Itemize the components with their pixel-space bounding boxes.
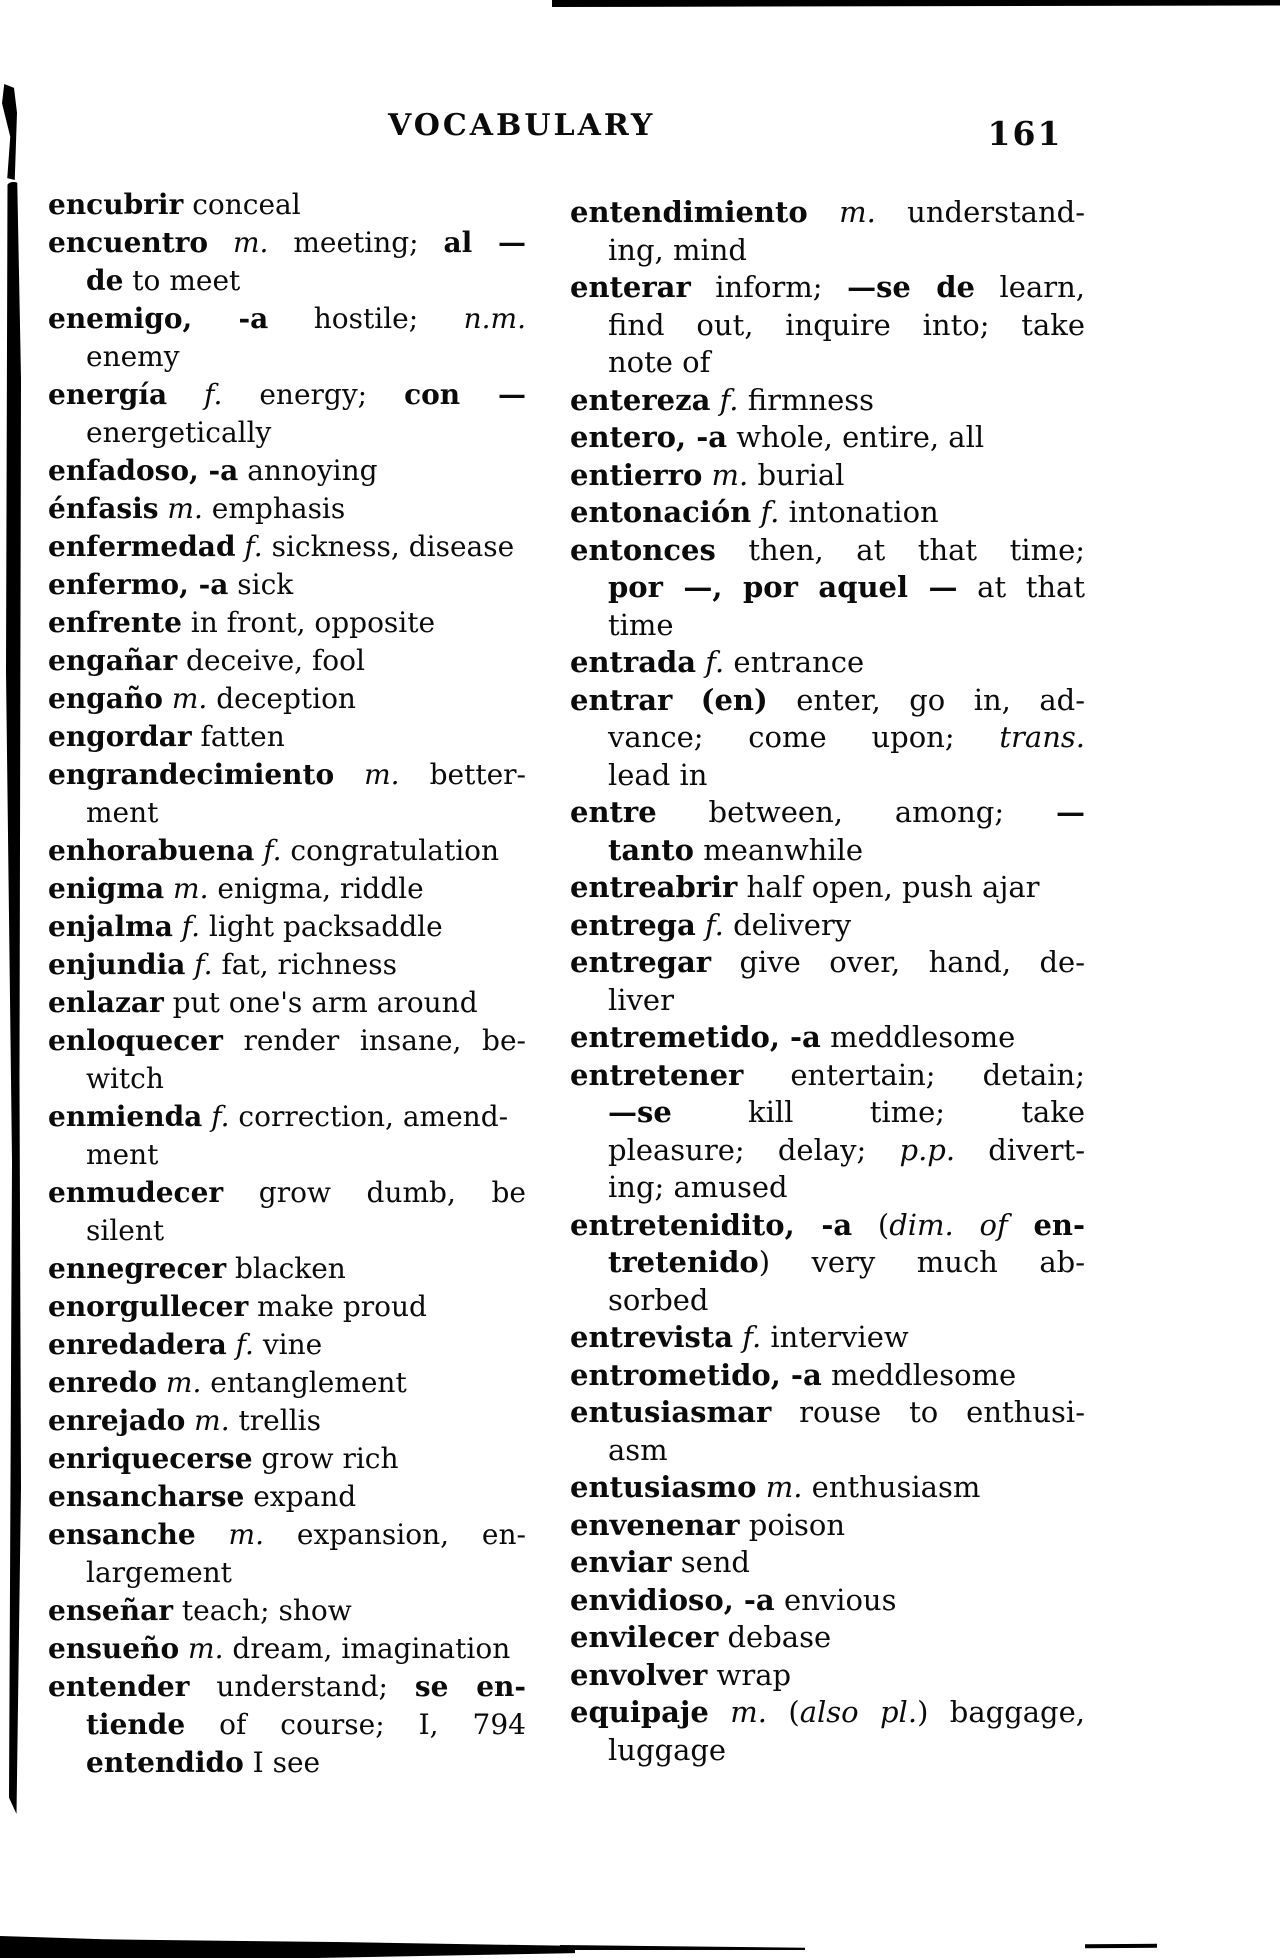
entry-line — [570, 1169, 1085, 1207]
entry-line — [48, 1440, 526, 1478]
scan-artifact-top-rule — [552, 0, 1280, 7]
headword-text: enjundia — [48, 948, 186, 981]
grammar-label: m. — [702, 457, 749, 492]
entry-line — [570, 1732, 1085, 1770]
definition-text: interview — [761, 1320, 909, 1354]
definition-text: ment — [86, 1138, 159, 1171]
entry-line — [48, 718, 526, 756]
grammar-label: f. — [167, 378, 223, 411]
headword-text: de — [86, 264, 124, 297]
definition-text: annoying — [238, 454, 378, 487]
headword-text: tanto — [608, 832, 695, 867]
definition-text: debase — [718, 1620, 832, 1654]
headword-text: enterar — [570, 270, 691, 304]
definition-text: make proud — [248, 1290, 427, 1323]
entry-line — [48, 300, 526, 338]
headword-text: ensancharse — [48, 1480, 245, 1513]
right-column — [570, 194, 1085, 1769]
entry-line — [48, 1326, 526, 1364]
entry-line — [48, 604, 526, 642]
entry-line — [48, 452, 526, 490]
definition-text: put one's arm around — [163, 986, 478, 1019]
headword-text: en- — [1033, 1207, 1085, 1242]
grammar-label: m. — [179, 1632, 224, 1665]
headword-text: enemigo, -a — [48, 302, 269, 335]
definition-text: liver — [608, 982, 674, 1017]
definition-text: in front, opposite — [181, 606, 436, 639]
entry-line — [48, 376, 526, 414]
definition-text: teach; show — [173, 1594, 352, 1627]
entry-line — [570, 269, 1085, 307]
headword-text: enmudecer — [48, 1176, 224, 1209]
headword-text: entrometido, -a — [570, 1357, 822, 1392]
entry-line — [48, 794, 526, 832]
entry-line — [48, 756, 526, 794]
definition-text: fat, richness — [212, 948, 397, 981]
entry-line — [570, 1432, 1085, 1470]
definition-text: ( — [766, 1695, 800, 1729]
entry-line — [48, 224, 526, 262]
headword-text: enredadera — [48, 1328, 227, 1361]
definition-text: at that — [957, 570, 1085, 604]
entry-line — [570, 307, 1085, 345]
entry-line — [48, 870, 526, 908]
headword-text: entrada — [570, 645, 697, 679]
entry-line — [48, 186, 526, 224]
scan-artifact-bottom-taper — [560, 1945, 805, 1950]
headword-text: entendido — [86, 1746, 244, 1779]
headword-text: enigma — [48, 872, 165, 905]
definition-text — [1008, 1208, 1034, 1242]
definition-text: wrap — [707, 1657, 792, 1692]
entry-line — [570, 1319, 1085, 1357]
headword-text: enfermedad — [48, 530, 236, 563]
grammar-label: m. — [157, 1366, 202, 1399]
definition-text: fatten — [191, 720, 285, 753]
headword-text: entremetido, -a — [570, 1020, 821, 1054]
headword-text: entretener — [570, 1057, 744, 1092]
entry-line — [48, 1744, 526, 1782]
entry-line — [570, 1094, 1085, 1132]
grammar-label: f. — [226, 1328, 254, 1361]
grammar-label: f. — [185, 948, 213, 981]
definition-text: to meet — [123, 264, 241, 297]
definition-text: grow dumb, be — [223, 1176, 526, 1209]
headword-text: entrar — [570, 682, 673, 717]
definition-text: send — [671, 1545, 750, 1579]
entry-line — [48, 1630, 526, 1668]
headword-text: enfermo, -a — [48, 568, 229, 601]
headword-text: enfadoso, -a — [48, 454, 239, 487]
definition-text: ing; amused — [608, 1170, 788, 1204]
entry-line — [570, 1507, 1085, 1545]
entry-line — [48, 1174, 526, 1212]
headword-text: entreabrir — [570, 870, 738, 904]
definition-text: enter, go in, ad- — [767, 682, 1085, 717]
definition-text: silent — [86, 1214, 165, 1247]
definition-text: enemy — [86, 340, 180, 373]
headword-text: engañar — [48, 644, 178, 677]
headword-text: entrevista — [570, 1320, 734, 1354]
definition-text: ) very much ab- — [758, 1245, 1085, 1279]
definition-text: burial — [748, 457, 845, 492]
grammar-label: trans. — [999, 720, 1085, 754]
headword-text: entierro — [570, 457, 703, 492]
definition-text: ) baggage, — [917, 1695, 1085, 1729]
entry-line — [48, 1478, 526, 1516]
definition-text: dream, imagination — [223, 1632, 511, 1665]
grammar-label: m. — [807, 195, 876, 229]
entry-line — [570, 1582, 1085, 1620]
definition-text: half open, push ajar — [737, 870, 1040, 904]
grammar-label: f. — [202, 1100, 230, 1133]
entry-line — [48, 414, 526, 452]
headword-text: enhorabuena — [48, 834, 255, 867]
entry-line — [48, 1212, 526, 1250]
grammar-label: n.m. — [463, 302, 526, 335]
definition-text: sick — [228, 568, 294, 601]
headword-text: ensanche — [48, 1518, 196, 1551]
entry-line — [570, 1394, 1085, 1432]
headword-text: enredo — [48, 1366, 157, 1399]
headword-text: por —, por aquel — — [608, 570, 958, 604]
headword-text: se en- — [414, 1670, 526, 1703]
entry-line — [570, 532, 1085, 570]
headword-text: entusiasmo — [570, 1470, 757, 1504]
headword-text: equipaje — [570, 1695, 709, 1729]
definition-text: asm — [608, 1432, 668, 1467]
grammar-label: m. — [195, 1518, 265, 1551]
entry-line — [570, 457, 1085, 495]
definition-text: hostile; — [268, 302, 464, 335]
definition-text: envious — [774, 1582, 897, 1617]
entry-line — [48, 680, 526, 718]
scan-artifact-bottom-band — [0, 1936, 575, 1958]
grammar-label: f. — [710, 382, 739, 417]
definition-text: inform; — [690, 270, 848, 304]
scan-artifact-binding-bar — [6, 182, 21, 1814]
definition-text: time — [608, 607, 674, 642]
entry-line — [570, 1019, 1085, 1057]
entry-line — [48, 262, 526, 300]
left-column — [48, 186, 526, 1782]
headword-text: —se de — [847, 270, 975, 304]
headword-text: ensueño — [48, 1632, 180, 1665]
definition-text: trellis — [229, 1404, 321, 1437]
grammar-label: f. — [695, 907, 724, 942]
definition-text: kill time; take — [671, 1095, 1085, 1129]
entry-line — [570, 1244, 1085, 1282]
entry-line — [570, 607, 1085, 645]
entry-line — [48, 1402, 526, 1440]
definition-text: of course; I, 794 — [185, 1708, 526, 1741]
headword-text: entonces — [570, 532, 716, 567]
definition-text: better- — [399, 758, 526, 791]
grammar-label: f. — [172, 910, 201, 943]
definition-text: sickness, disease — [262, 530, 515, 563]
headword-text: —se — [608, 1095, 672, 1129]
page-number: 161 — [987, 114, 1063, 153]
entry-line — [570, 1132, 1085, 1170]
entry-line — [48, 1668, 526, 1706]
definition-text: grow rich — [252, 1442, 399, 1475]
headword-text: enmienda — [48, 1100, 203, 1133]
headword-text: enfrente — [48, 606, 182, 639]
definition-text: understand- — [875, 195, 1085, 229]
entry-line — [48, 642, 526, 680]
headword-text: enloquecer — [48, 1024, 223, 1057]
entry-line — [570, 982, 1085, 1020]
definition-text: find out, inquire into; take — [608, 307, 1085, 342]
entry-line — [570, 907, 1085, 945]
entry-line — [48, 1592, 526, 1630]
headword-text: enorgullecer — [48, 1290, 249, 1323]
headword-text: envidioso, -a — [570, 1582, 775, 1617]
grammar-label: m. — [185, 1404, 230, 1437]
entry-line — [48, 1554, 526, 1592]
entry-line — [48, 338, 526, 376]
entry-line — [48, 1288, 526, 1326]
headword-text: entusiasmar — [570, 1395, 772, 1429]
headword-text: con — — [404, 378, 526, 411]
definition-text: blacken — [226, 1252, 346, 1285]
definition-text: congratulation — [281, 834, 500, 867]
entry-line — [570, 1694, 1085, 1732]
entry-line — [48, 1060, 526, 1098]
definition-text: emphasis — [202, 492, 346, 525]
grammar-label: m. — [162, 682, 208, 715]
definition-text: entanglement — [201, 1366, 407, 1399]
headword-text: engrandecimiento — [48, 758, 335, 791]
headword-text: enriquecerse — [48, 1442, 253, 1475]
headword-text: engaño — [48, 682, 163, 715]
definition-text: deception — [207, 682, 356, 715]
grammar-label: f. — [696, 645, 725, 679]
definition-text — [672, 683, 700, 717]
headword-text: encuentro — [48, 226, 209, 259]
definition-text: energy; — [222, 378, 405, 411]
entry-line — [48, 1706, 526, 1744]
entry-line — [570, 1282, 1085, 1320]
headword-text: envenenar — [570, 1507, 740, 1542]
entry-line — [570, 869, 1085, 907]
entry-line — [570, 1207, 1085, 1245]
entry-line — [48, 566, 526, 604]
entry-line — [570, 719, 1085, 757]
scan-artifact-bottom-mark — [1085, 1944, 1157, 1949]
entry-line — [48, 908, 526, 946]
headword-text: enlazar — [48, 986, 164, 1019]
headword-text: énfasis — [48, 492, 159, 525]
grammar-label: also pl. — [799, 1695, 918, 1729]
definition-text: expand — [244, 1480, 357, 1513]
definition-text: render insane, be- — [222, 1024, 526, 1057]
entry-line — [48, 984, 526, 1022]
entry-line — [48, 832, 526, 870]
definition-text: vance; come upon; — [608, 720, 1000, 754]
entry-line — [570, 1469, 1085, 1507]
entry-line — [570, 682, 1085, 720]
entry-line — [570, 1619, 1085, 1657]
entry-line — [570, 1544, 1085, 1582]
definition-text: ment — [86, 796, 159, 829]
entry-line — [570, 569, 1085, 607]
headword-text: enviar — [570, 1545, 672, 1579]
entry-line — [570, 1357, 1085, 1395]
definition-text: intonation — [779, 495, 939, 529]
entry-line — [570, 757, 1085, 795]
definition-text: rouse to enthusi- — [771, 1395, 1085, 1429]
headword-text: entereza — [570, 382, 711, 417]
definition-text: lead in — [608, 757, 708, 792]
grammar-label: m. — [334, 758, 400, 791]
definition-text: poison — [739, 1507, 846, 1542]
headword-text: entero, -a — [570, 420, 728, 454]
definition-text: I see — [243, 1746, 321, 1779]
entry-line — [570, 232, 1085, 270]
entry-line — [570, 494, 1085, 532]
definition-text: ( — [852, 1207, 890, 1242]
headword-text: envilecer — [570, 1620, 719, 1654]
definition-text: conceal — [183, 188, 301, 221]
entry-line — [570, 382, 1085, 420]
definition-text: learn, — [975, 270, 1085, 304]
definition-text: luggage — [608, 1732, 727, 1767]
entry-line — [48, 1250, 526, 1288]
entry-line — [48, 1022, 526, 1060]
headword-text: tretenido — [608, 1245, 759, 1279]
definition-text: whole, entire, all — [727, 420, 985, 454]
grammar-label: m. — [756, 1470, 803, 1504]
headword-text: (en) — [700, 682, 768, 717]
entry-line — [570, 194, 1085, 232]
headword-text: enseñar — [48, 1594, 174, 1627]
entry-line — [48, 528, 526, 566]
definition-text: witch — [86, 1062, 164, 1095]
definition-text: correction, amend- — [229, 1100, 509, 1133]
grammar-label: f. — [751, 495, 780, 529]
entry-line — [570, 1057, 1085, 1095]
definition-text: sorbed — [608, 1282, 709, 1317]
definition-text: largement — [86, 1556, 232, 1589]
entry-line — [48, 946, 526, 984]
entry-line — [570, 419, 1085, 457]
definition-text: meddlesome — [821, 1357, 1017, 1392]
grammar-label: f. — [235, 530, 263, 563]
definition-text: deceive, fool — [177, 644, 365, 677]
entry-line — [570, 832, 1085, 870]
grammar-label: m. — [708, 1695, 767, 1729]
definition-text: enthusiasm — [802, 1470, 981, 1504]
definition-text: enigma, riddle — [208, 872, 424, 905]
grammar-label: dim. of — [889, 1207, 1008, 1242]
definition-text: light packsaddle — [200, 910, 443, 943]
entry-line — [570, 1657, 1085, 1695]
definition-text: expansion, en- — [264, 1518, 526, 1551]
definition-text: meddlesome — [820, 1020, 1016, 1054]
headword-text: entendimiento — [570, 195, 808, 229]
definition-text: ing, mind — [608, 232, 747, 267]
definition-text: entrance — [724, 645, 865, 679]
entry-line — [570, 944, 1085, 982]
entry-line — [570, 644, 1085, 682]
entry-line — [48, 490, 526, 528]
entry-line — [570, 344, 1085, 382]
entry-line — [48, 1098, 526, 1136]
definition-text: understand; — [189, 1670, 415, 1703]
grammar-label: f. — [254, 834, 282, 867]
headword-text: entretenidito, -a — [570, 1207, 853, 1242]
grammar-label: f. — [733, 1320, 762, 1354]
headword-text: entrega — [570, 907, 696, 942]
definition-text: divert- — [955, 1132, 1085, 1167]
headword-text: enrejado — [48, 1404, 186, 1437]
page-title: VOCABULARY — [388, 108, 656, 143]
headword-text: entonación — [570, 495, 752, 529]
headword-text: tiende — [86, 1708, 186, 1741]
headword-text: entre — [570, 795, 657, 829]
headword-text: ennegrecer — [48, 1252, 227, 1285]
headword-text: engordar — [48, 720, 192, 753]
definition-text: firmness — [738, 382, 875, 417]
definition-text: note of — [608, 345, 711, 379]
definition-text: between, among; — [656, 795, 1056, 829]
definition-text: meanwhile — [694, 832, 864, 867]
definition-text: vine — [253, 1328, 323, 1361]
definition-text: pleasure; delay; — [608, 1132, 900, 1167]
scan-artifact-left-mark — [2, 84, 17, 180]
definition-text: energetically — [86, 416, 272, 449]
definition-text: meeting; — [268, 226, 444, 259]
entry-line — [48, 1136, 526, 1174]
headword-text: energía — [48, 378, 168, 411]
headword-text: al — — [443, 226, 526, 259]
headword-text: entregar — [570, 945, 712, 979]
entry-line — [48, 1516, 526, 1554]
entry-line — [48, 1364, 526, 1402]
definition-text: then, at that time; — [715, 532, 1085, 567]
headword-text: — — [1056, 795, 1085, 829]
entry-line — [570, 794, 1085, 832]
grammar-label: p.p. — [899, 1132, 956, 1167]
headword-text: envolver — [570, 1657, 708, 1692]
headword-text: entender — [48, 1670, 190, 1703]
grammar-label: m. — [164, 872, 209, 905]
grammar-label: m. — [158, 492, 203, 525]
definition-text: entertain; detain; — [743, 1057, 1085, 1092]
definition-text: delivery — [723, 907, 852, 942]
headword-text: encubrir — [48, 188, 184, 221]
grammar-label: m. — [208, 226, 269, 259]
definition-text: give over, hand, de- — [711, 945, 1085, 979]
headword-text: enjalma — [48, 910, 173, 943]
